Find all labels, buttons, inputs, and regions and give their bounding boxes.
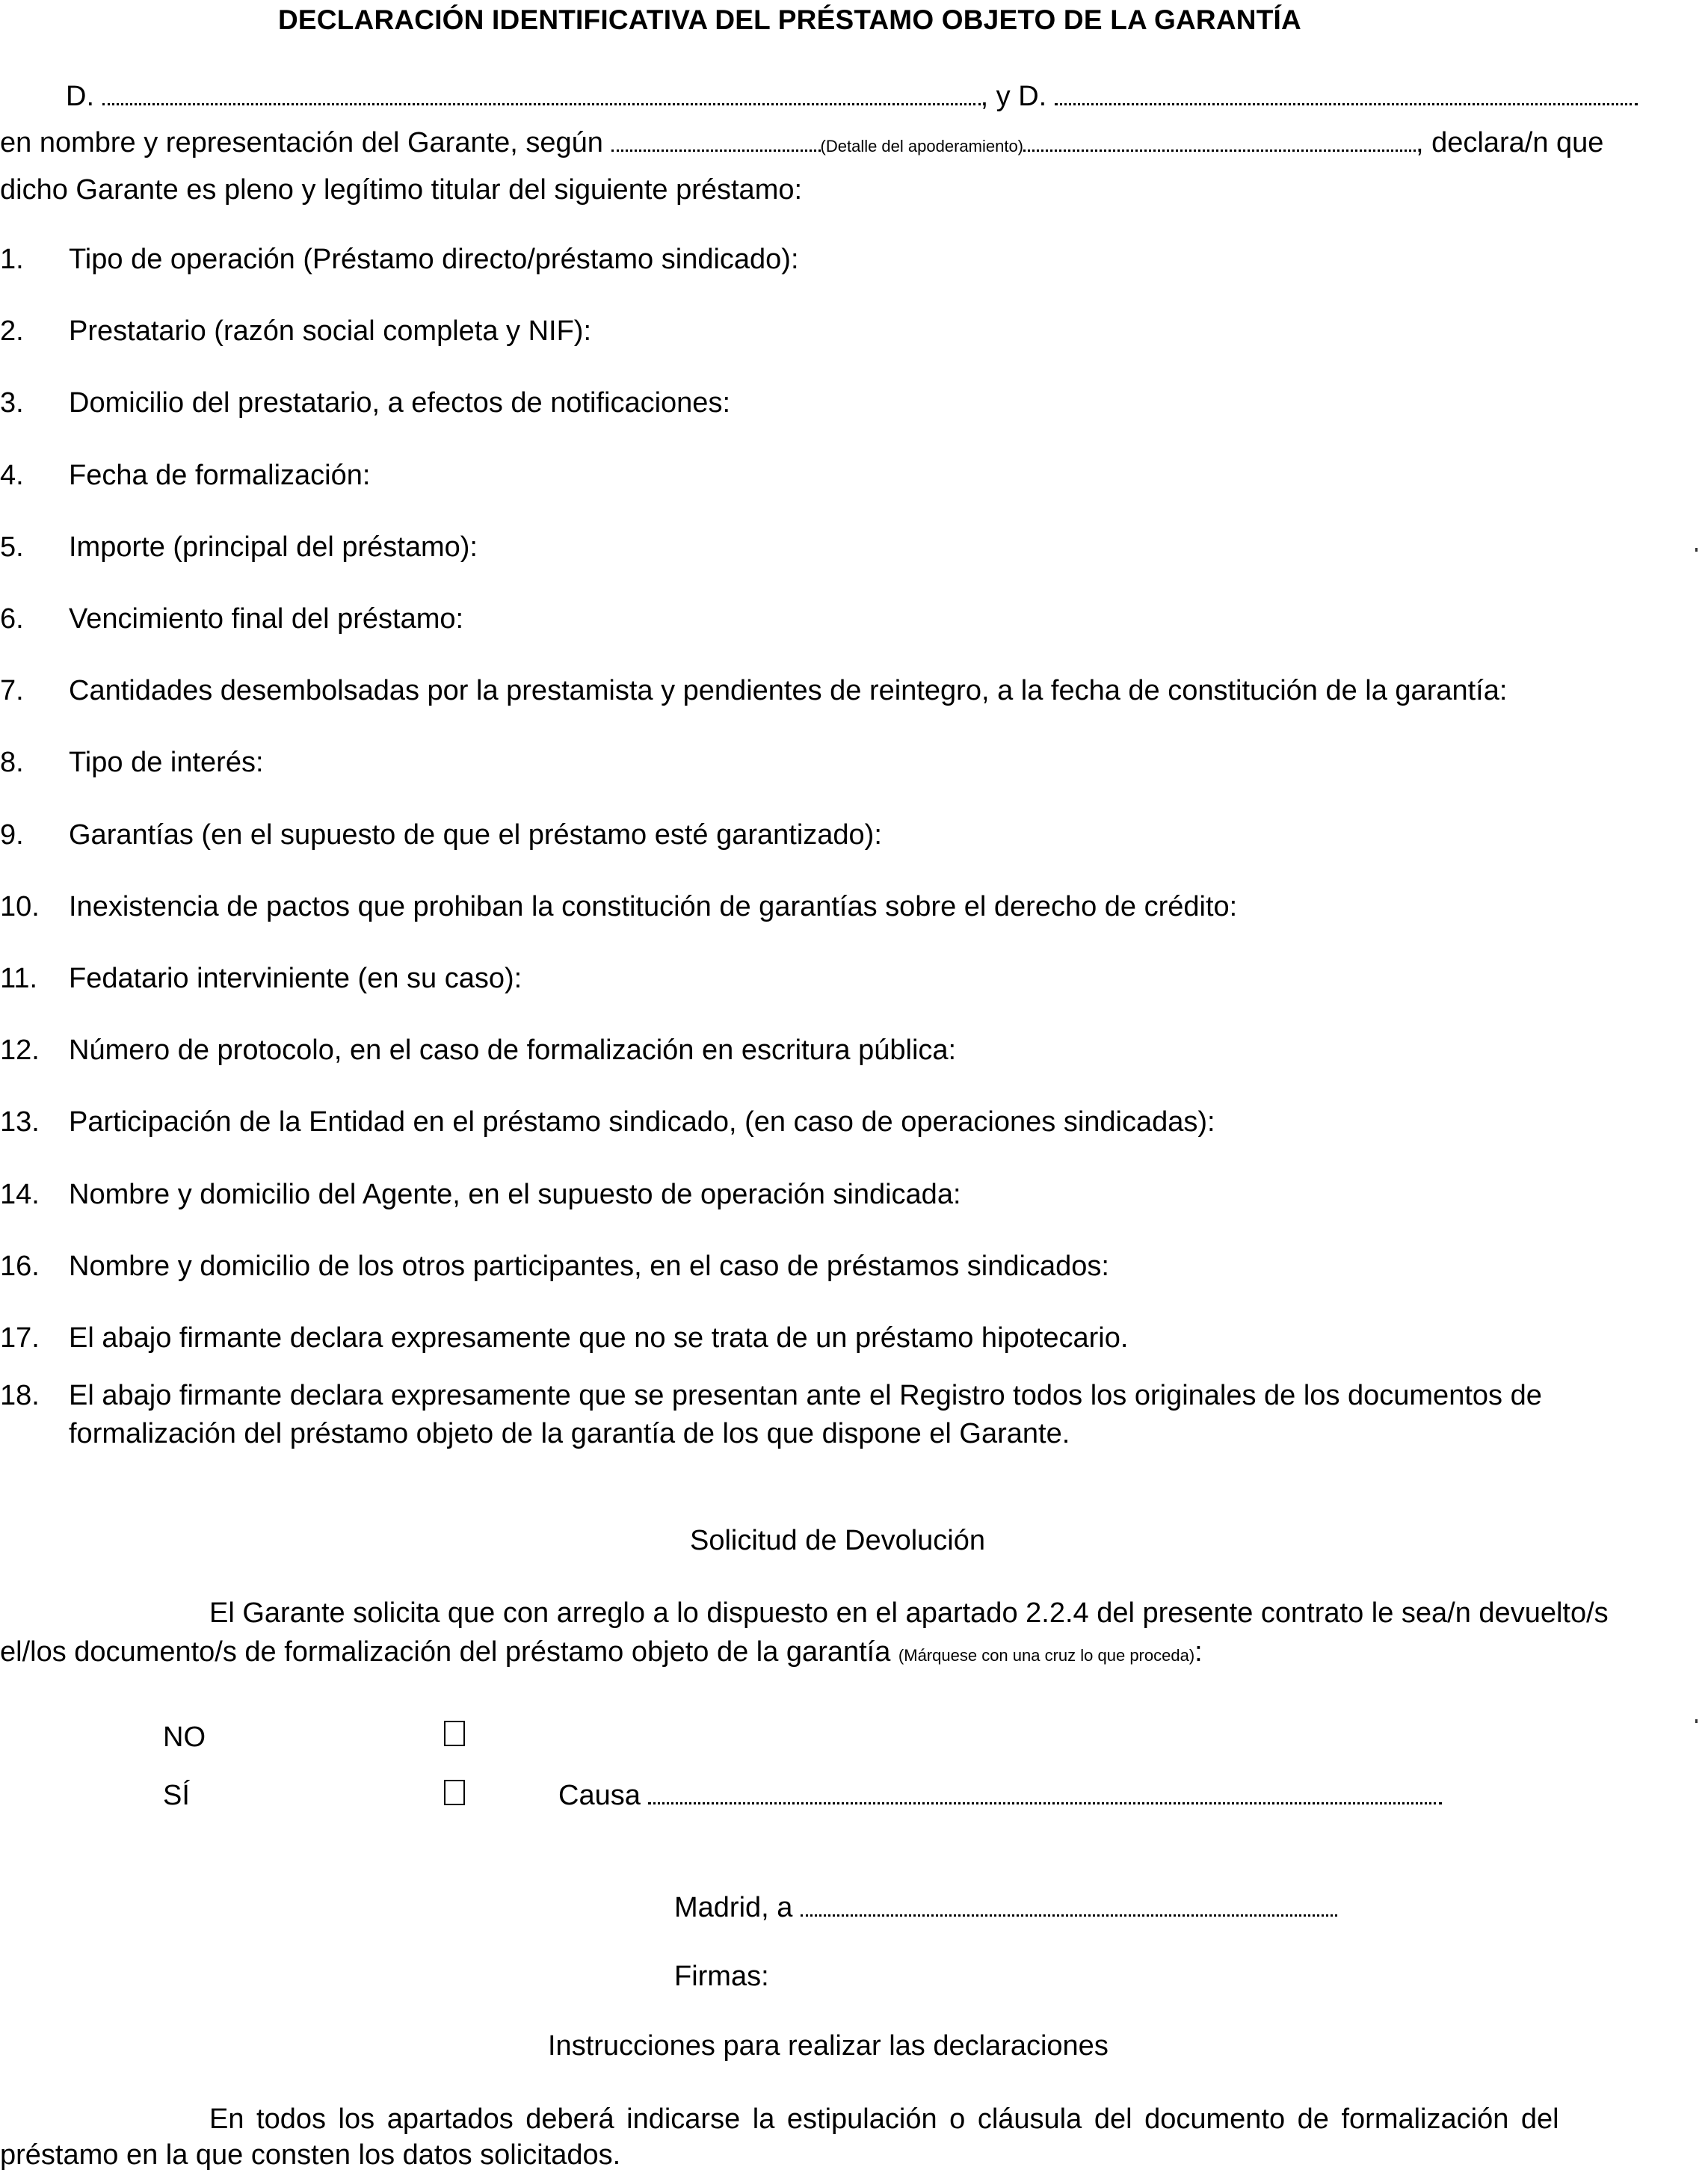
item-text: Cantidades desembolsadas por la prestamista y pendientes de reintegro, a la fecha de constitución de la garantía: — [69, 675, 1508, 706]
item-number: 8. — [0, 747, 24, 778]
list-item — [0, 891, 1237, 923]
item-text: Garantías (en el supuesto de que el préstamo esté garantizado): — [69, 819, 882, 851]
item-number: 11. — [0, 963, 38, 994]
list-item — [0, 1179, 961, 1211]
intro-line-3: dicho Garante es pleno y legítimo titular del siguiente préstamo: — [0, 174, 803, 206]
solicitud-para-line-2: el/los documento/s de formalización del préstamo objeto de la garantía (Márquese con una cruz lo que proceda): — [0, 1636, 1203, 1668]
item-number: 3. — [0, 387, 24, 419]
item-text: Prestatario (razón social completa y NIF): — [69, 315, 592, 347]
item-text: Importe (principal del préstamo): — [69, 531, 478, 563]
item-number: 16. — [0, 1251, 40, 1282]
apoderamiento-field-b[interactable] — [1023, 127, 1416, 152]
item-number: 17. — [0, 1322, 40, 1354]
list-item — [0, 603, 463, 635]
item-text: Domicilio del prestatario, a efectos de notificaciones: — [69, 387, 731, 419]
intro-line-1 — [66, 81, 1638, 113]
apoderamiento-hint: (Detalle del apoderamiento) — [820, 137, 1024, 155]
no-label: NO — [163, 1722, 206, 1753]
madrid-label: Madrid, a — [674, 1892, 793, 1923]
item-text: Nombre y domicilio del Agente, en el supuesto de operación sindicada: — [69, 1179, 961, 1210]
marquese-note: (Márquese con una cruz lo que proceda) — [898, 1646, 1195, 1665]
solicitud-heading: Solicitud de Devolución — [690, 1525, 986, 1556]
list-item — [0, 460, 370, 492]
d-prefix: D. — [66, 81, 94, 112]
list-item — [0, 1322, 1128, 1354]
causa-label: Causa — [558, 1780, 641, 1811]
list-item — [0, 1251, 1109, 1283]
list-item — [0, 1035, 956, 1067]
list-item — [0, 1106, 1215, 1138]
item-18 — [0, 1380, 1542, 1412]
firmas-label: Firmas: — [674, 1961, 769, 1992]
date-field[interactable] — [801, 1892, 1337, 1917]
item-number: 14. — [0, 1179, 40, 1210]
item-text: Fedatario interviniente (en su caso): — [69, 963, 522, 994]
item-18-line-1: El abajo firmante declara expresamente que se presentan ante el Registro todos los originales de los documentos de — [69, 1380, 1542, 1411]
item-text: Vencimiento final del préstamo: — [69, 603, 464, 635]
item-text: Participación de la Entidad en el préstamo sindicado, (en caso de operaciones sindicadas): — [69, 1106, 1215, 1138]
apoderamiento-field-a[interactable] — [611, 127, 821, 152]
item-number: 13. — [0, 1106, 40, 1138]
item-number: 12. — [0, 1035, 40, 1066]
list-item — [0, 747, 264, 779]
item-number: 10. — [0, 891, 40, 922]
scan-speck — [1695, 548, 1698, 552]
causa-line — [558, 1780, 1442, 1812]
item-text: Fecha de formalización: — [69, 460, 371, 491]
list-item — [0, 315, 591, 348]
item-text: Tipo de operación (Préstamo directo/préstamo sindicado): — [69, 244, 799, 275]
scan-speck — [1695, 1719, 1698, 1723]
list-item — [0, 819, 882, 851]
y-d-label: , y D. — [980, 81, 1047, 112]
si-label: SÍ — [163, 1780, 190, 1811]
representacion-text: en nombre y representación del Garante, según — [0, 127, 603, 158]
item-number: 18. — [0, 1380, 40, 1411]
name-field-1[interactable] — [102, 81, 981, 105]
list-item — [0, 244, 799, 276]
list-item — [0, 675, 1507, 707]
no-checkbox[interactable] — [444, 1721, 465, 1746]
list-item — [0, 963, 522, 995]
item-number: 6. — [0, 603, 24, 635]
item-18-line-2: formalización del préstamo objeto de la garantía de los que dispone el Garante. — [69, 1418, 1070, 1449]
item-number: 7. — [0, 675, 24, 706]
document-title: DECLARACIÓN IDENTIFICATIVA DEL PRÉSTAMO OBJETO DE LA GARANTÍA — [278, 4, 1301, 35]
item-text: Número de protocolo, en el caso de formalización en escritura pública: — [69, 1035, 957, 1066]
intro-line-2 — [0, 127, 1603, 159]
list-item — [0, 531, 478, 564]
si-checkbox[interactable] — [444, 1780, 465, 1805]
instrucciones-heading: Instrucciones para realizar las declaraciones — [548, 2030, 1109, 2062]
declara-text: , declara/n que — [1416, 127, 1604, 158]
item-text: Tipo de interés: — [69, 747, 264, 778]
item-number: 9. — [0, 819, 24, 851]
solicitud-para-line-1: El Garante solicita que con arreglo a lo dispuesto en el apartado 2.2.4 del presente contrato le sea/n devuelto/s — [209, 1597, 1609, 1629]
item-text: El abajo firmante declara expresamente que no se trata de un préstamo hipotecario. — [69, 1322, 1129, 1354]
madrid-line — [674, 1892, 1337, 1924]
item-number: 5. — [0, 531, 24, 563]
item-number: 4. — [0, 460, 24, 491]
name-field-2[interactable] — [1055, 81, 1638, 105]
causa-field[interactable] — [648, 1780, 1442, 1804]
list-item — [0, 387, 730, 419]
instrucciones-line-1: En todos los apartados deberá indicarse la estipulación o cláusula del documento de formalización del — [209, 2103, 1559, 2135]
item-number: 2. — [0, 315, 24, 347]
item-text: Nombre y domicilio de los otros participantes, en el caso de préstamos sindicados: — [69, 1251, 1109, 1282]
item-number: 1. — [0, 244, 24, 275]
instrucciones-line-2: préstamo en la que consten los datos solicitados. — [0, 2139, 621, 2171]
item-text: Inexistencia de pactos que prohiban la constitución de garantías sobre el derecho de crédito: — [69, 891, 1238, 922]
